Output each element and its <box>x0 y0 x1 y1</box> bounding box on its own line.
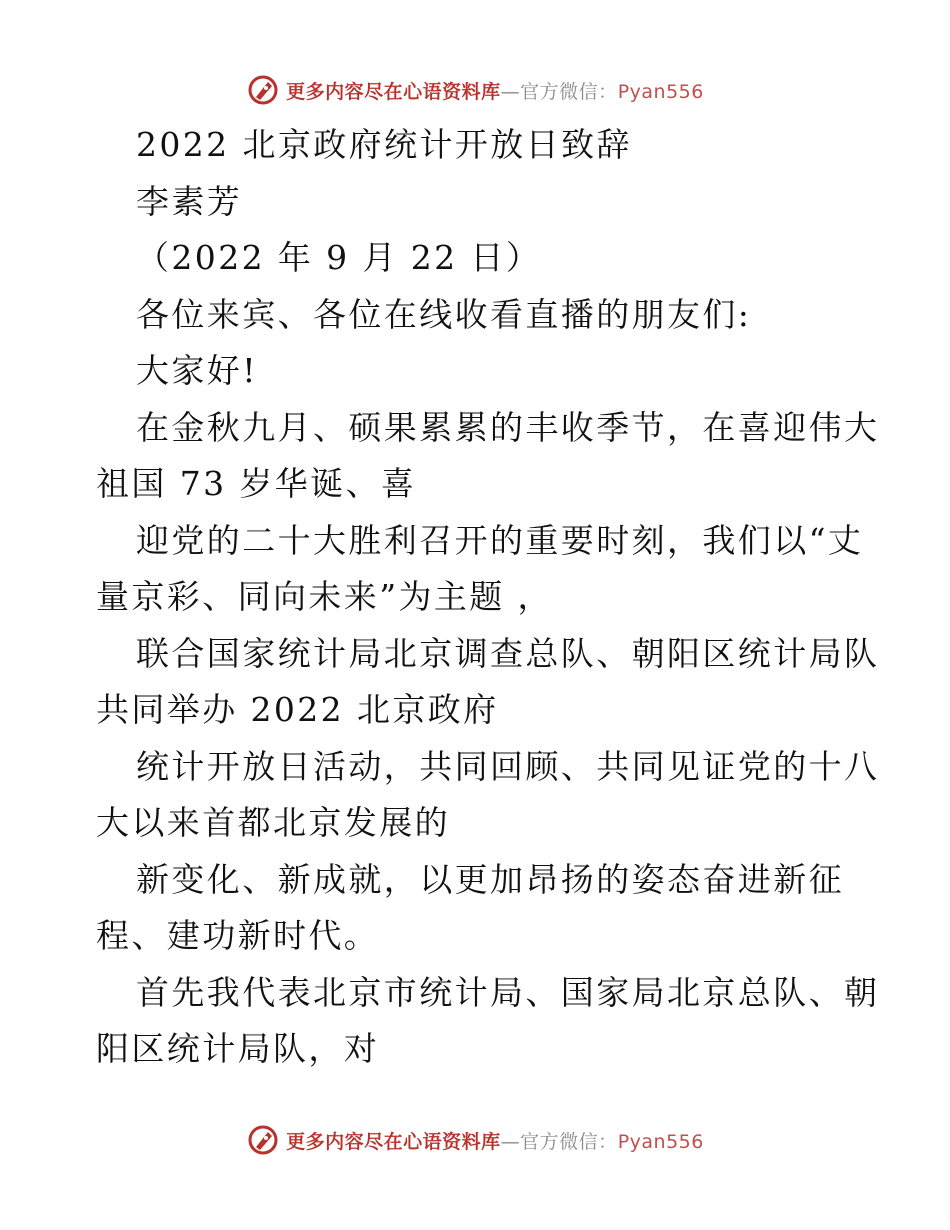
header-watermark <box>0 70 950 110</box>
document-author: 李素芳 <box>136 181 243 221</box>
paragraph-line: 统计开放日活动，共同回顾、共同见证党的十八 <box>136 746 880 786</box>
document-body <box>96 122 880 1083</box>
watermark-text <box>286 77 704 104</box>
paragraph-line: 新变化、新成就，以更加昂扬的姿态奋进新征 <box>136 859 844 899</box>
paragraph-line: 阳区统计局队，对 <box>96 1029 380 1068</box>
document-greeting: 大家好! <box>136 351 258 390</box>
paragraph-line: 联合国家统计局北京调查总队、朝阳区统计局队 <box>136 633 880 673</box>
pen-nib-circle-icon <box>246 73 280 107</box>
watermark-text <box>286 1127 704 1154</box>
document-title: 2022 北京政府统计开放日致辞 <box>136 125 632 164</box>
watermark-wechat-id: Pyan556 <box>617 80 704 103</box>
paragraph-line: 首先我代表北京市统计局、国家局北京总队、朝 <box>136 972 880 1012</box>
paragraph-line: 共同举办 2022 北京政府 <box>96 690 499 729</box>
paragraph-line: 程、建功新时代。 <box>96 916 380 955</box>
paragraph-line: 在金秋九月、硕果累累的丰收季节，在喜迎伟大 <box>136 407 880 447</box>
watermark-brand: 更多内容尽在心语资料库 <box>286 1130 501 1153</box>
paragraph-line: 大以来首都北京发展的 <box>96 803 450 842</box>
document-salutation: 各位来宾、各位在线收看直播的朋友们: <box>136 294 752 334</box>
watermark-brand: 更多内容尽在心语资料库 <box>286 80 501 103</box>
paragraph-line: 迎党的二十大胜利召开的重要时刻，我们以“丈 <box>136 520 864 560</box>
watermark-separator: — <box>500 1130 521 1153</box>
watermark-wechat-label: 官方微信： <box>520 1130 618 1153</box>
paragraph-line: 祖国 73 岁华诞、喜 <box>96 464 417 503</box>
footer-watermark <box>0 1120 950 1160</box>
watermark-separator: — <box>500 80 521 103</box>
watermark-wechat-id: Pyan556 <box>617 1130 704 1153</box>
watermark-wechat-label: 官方微信： <box>520 80 618 103</box>
document-date: （2022 年 9 月 22 日） <box>136 238 542 277</box>
pen-nib-circle-icon <box>246 1123 280 1157</box>
paragraph-line: 量京彩、同向未来”为主题 ， <box>96 577 553 616</box>
